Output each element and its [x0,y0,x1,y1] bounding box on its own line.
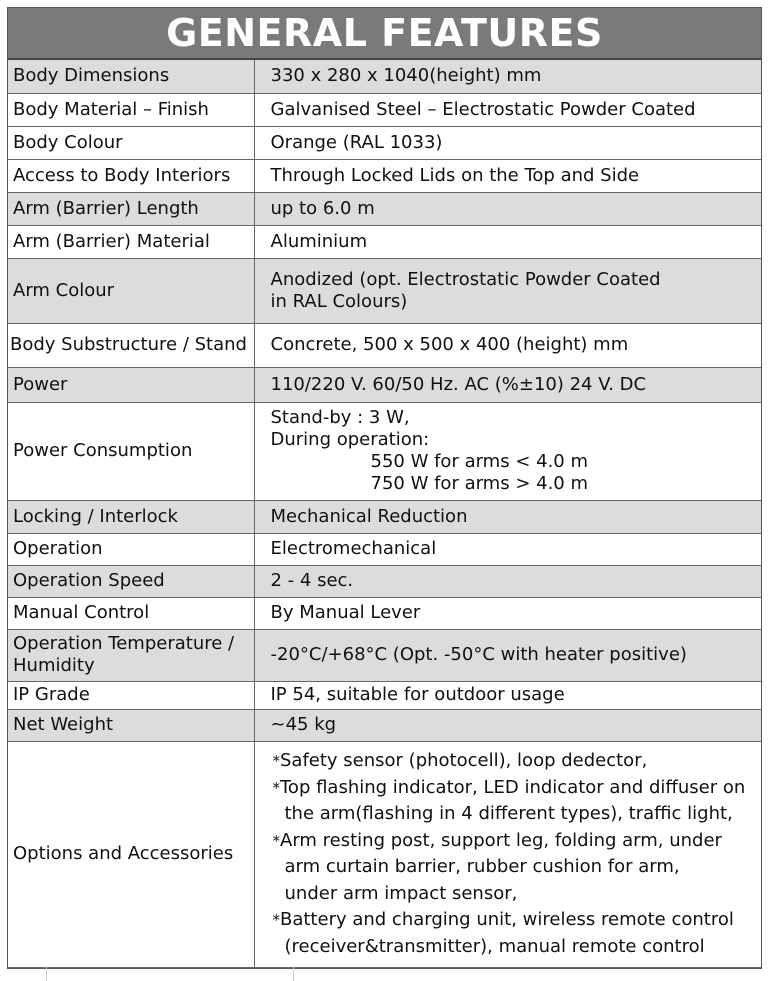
row-value: -20°C/+68°C (Opt. -50°C with heater positive) [254,629,761,681]
table-row [8,709,761,741]
row-value: Galvanised Steel – Electrostatic Powder Coated [254,93,761,126]
row-value: Through Locked Lids on the Top and Side [254,159,761,192]
value-line: 750 W for arms > 4.0 m [370,473,589,494]
table-row [8,597,761,629]
value-line: *Safety sensor (photocell), loop dedector, [272,750,648,771]
row-label: Body Substructure / Stand [8,323,254,367]
table-row [8,533,761,565]
row-label: Arm (Barrier) Material [8,225,254,258]
table-row [8,500,761,533]
bullet-icon: * [272,911,280,929]
row-value: Mechanical Reduction [254,500,761,533]
row-label: Power Consumption [8,402,254,500]
bullet-icon: * [272,831,280,850]
row-label: Manual Control [8,597,254,629]
value-line: *Battery and charging unit, wireless remote control [272,909,734,930]
row-label: Options and Accessories [8,741,254,967]
value-line: Stand-by : 3 W, [270,407,410,428]
value-line: (receiver&transmitter), manual remote control [284,935,705,957]
row-label: Power [8,367,254,402]
row-value: 110/220 V. 60/50 Hz. AC (%±10) 24 V. DC [254,367,761,402]
value-line: *Top flashing indicator, LED indicator and diffuser on [272,776,746,798]
row-label: Arm Colour [8,258,254,323]
table-row [8,159,761,192]
value-line: arm curtain barrier, rubber cushion for arm, [284,856,680,877]
row-label: Locking / Interlock [8,500,254,533]
row-value [254,402,761,500]
row-label: IP Grade [8,681,254,709]
row-value: Aluminium [254,225,761,258]
row-value [254,258,761,323]
row-value: ~45 kg [254,709,761,741]
row-label: Access to Body Interiors [8,159,254,192]
row-label: Body Material – Finish [8,93,254,126]
table-row [8,192,761,225]
row-label: Operation Temperature / Humidity [8,629,254,681]
row-value: Orange (RAL 1033) [254,126,761,159]
row-value: Concrete, 500 x 500 x 400 (height) mm [254,323,761,367]
value-line: Anodized (opt. Electrostatic Powder Coated [270,268,661,290]
bullet-icon: * [272,778,280,797]
value-line: the arm(flashing in 4 different types), traffic light, [284,803,733,824]
table-row [8,565,761,597]
table-row [8,258,761,323]
table-row [8,741,761,967]
table-row [8,93,761,126]
table-row [8,126,761,159]
value-line: During operation: [270,429,430,450]
row-value: IP 54, suitable for outdoor usage [254,681,761,709]
page-title: GENERAL FEATURES [8,8,761,60]
table-row [8,60,761,93]
row-label: Arm (Barrier) Length [8,192,254,225]
row-label: Body Colour [8,126,254,159]
row-value: 2 - 4 sec. [254,565,761,597]
table-row [8,402,761,500]
value-line: in RAL Colours) [270,290,408,312]
row-value: By Manual Lever [254,597,761,629]
table-row [8,225,761,258]
row-label: Operation Speed [8,565,254,597]
row-value: 330 x 280 x 1040(height) mm [254,60,761,93]
features-table [8,60,761,968]
table-row [8,629,761,681]
table-row [8,681,761,709]
row-label: Body Dimensions [8,60,254,93]
features-sheet [7,7,762,969]
row-label: Operation [8,533,254,565]
value-line: 550 W for arms < 4.0 m [370,451,589,472]
row-value: Electromechanical [254,533,761,565]
value-line: under arm impact sensor, [284,882,518,904]
page-edge-fragment [46,966,294,981]
table-row [8,367,761,402]
row-value [254,741,761,967]
value-line: *Arm resting post, support leg, folding arm, under [272,829,722,851]
row-label: Net Weight [8,709,254,741]
table-row [8,323,761,367]
row-value: up to 6.0 m [254,192,761,225]
bullet-icon: * [272,752,280,770]
